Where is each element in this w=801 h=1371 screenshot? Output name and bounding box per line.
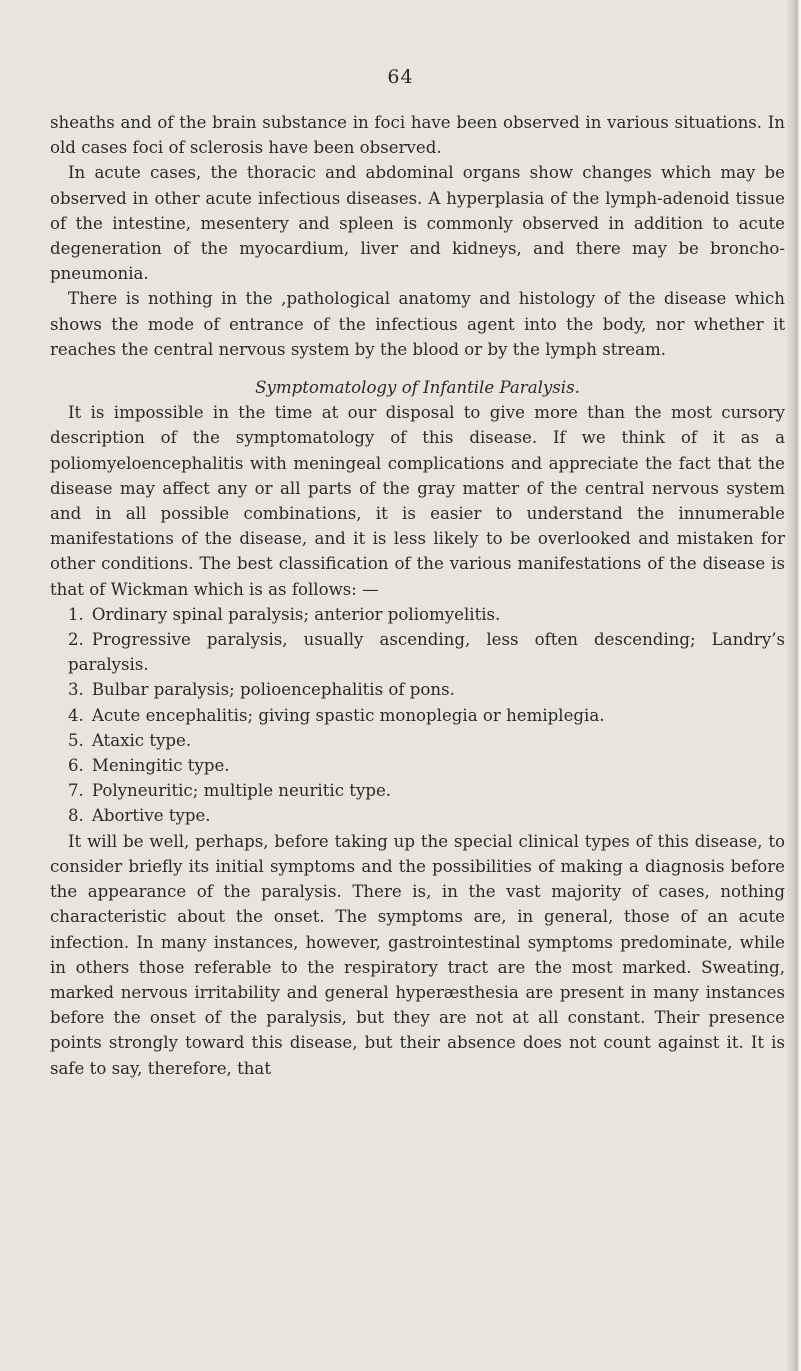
list-item bbox=[50, 753, 785, 778]
list-item bbox=[50, 627, 785, 677]
list-number: 7. bbox=[68, 781, 84, 801]
paragraph-acute-cases: In acute cases, the thoracic and abdominal organs show changes which may be observed in other acute infectious diseases. A hyperplasia of the lymph-adenoid tissue of the intestine, mesentery and spleen is commonly observed in addition to acute degeneration of the myocardium, liver and kidneys, and there may be broncho-pneumonia. bbox=[50, 163, 785, 284]
section-heading: Symptomatology of Infantile Paralysis. bbox=[255, 378, 580, 398]
list-number: 2. bbox=[68, 630, 84, 650]
list-item bbox=[50, 703, 785, 728]
list-number: 1. bbox=[68, 604, 84, 624]
list-text: Ordinary spinal paralysis; anterior poliomyelitis. bbox=[91, 604, 501, 624]
list-text: Meningitic type. bbox=[91, 756, 230, 776]
list-item bbox=[50, 602, 785, 627]
body-text bbox=[50, 110, 785, 1081]
page-number: 64 bbox=[387, 66, 414, 88]
list-text: Ataxic type. bbox=[91, 730, 192, 750]
list-item bbox=[50, 677, 785, 702]
paragraph-pathology: There is nothing in the ,pathological anatomy and histology of the disease which shows the mode of entrance of the infectious agent into the body, nor whether it reaches the central nervous system by the blood or by the lymph stream. bbox=[50, 289, 785, 359]
list-number: 6. bbox=[68, 756, 84, 776]
paragraph-initial-symptoms: It will be well, perhaps, before taking up the special clinical types of this disease, to consider briefly its initial symptoms and the possibilities of making a diagnosis before the appearance of the paralysis. There is, in the vast majority of cases, nothing characteristic about the onset. The symptoms are, in general, those of an acute infection. In many instances, however, gastrointestinal symptoms predominate, while in others those referable to the respiratory tract are the most marked. Sweating, marked nervous irritability and general hyperæsthesia are present in many instances before the onset of the paralysis, but they are not at all constant. Their presence points strongly toward this disease, but their absence does not count against it. It is safe to say, therefore, that bbox=[50, 831, 785, 1078]
list-number: 4. bbox=[68, 705, 84, 725]
list-text: Abortive type. bbox=[91, 806, 211, 826]
list-text: Progressive paralysis, usually ascending, less often descending; Landry’s paralysis. bbox=[68, 630, 785, 675]
list-text: Acute encephalitis; giving spastic monoplegia or hemiplegia. bbox=[91, 705, 605, 725]
list-number: 5. bbox=[68, 730, 84, 750]
list-item bbox=[50, 778, 785, 803]
list-text: Bulbar paralysis; polioencephalitis of pons. bbox=[91, 680, 455, 700]
list-number: 8. bbox=[68, 806, 84, 826]
list-text: Polyneuritic; multiple neuritic type. bbox=[91, 781, 392, 801]
list-item bbox=[50, 728, 785, 753]
classification-list bbox=[50, 602, 785, 829]
list-item bbox=[50, 803, 785, 828]
page-edge-shadow bbox=[787, 0, 801, 1371]
list-number: 3. bbox=[68, 680, 84, 700]
paragraph-intro: It is impossible in the time at our disposal to give more than the most cursory description of the symptomatology of this disease. If we think of it as a poliomyeloencephalitis with meningeal complications and appreciate the fact that the disease may affect any or all parts of the gray matter of the central nervous system and in all possible combinations, it is easier to understand the innumerable manifestations of the disease, and it is less likely to be overlooked and mistaken for other conditions. The best classification of the various manifestations of the disease is that of Wickman which is as follows: — bbox=[50, 403, 785, 599]
paragraph-continuation: sheaths and of the brain substance in foci have been observed in various situations. In old cases foci of sclerosis have been observed. bbox=[50, 113, 785, 158]
